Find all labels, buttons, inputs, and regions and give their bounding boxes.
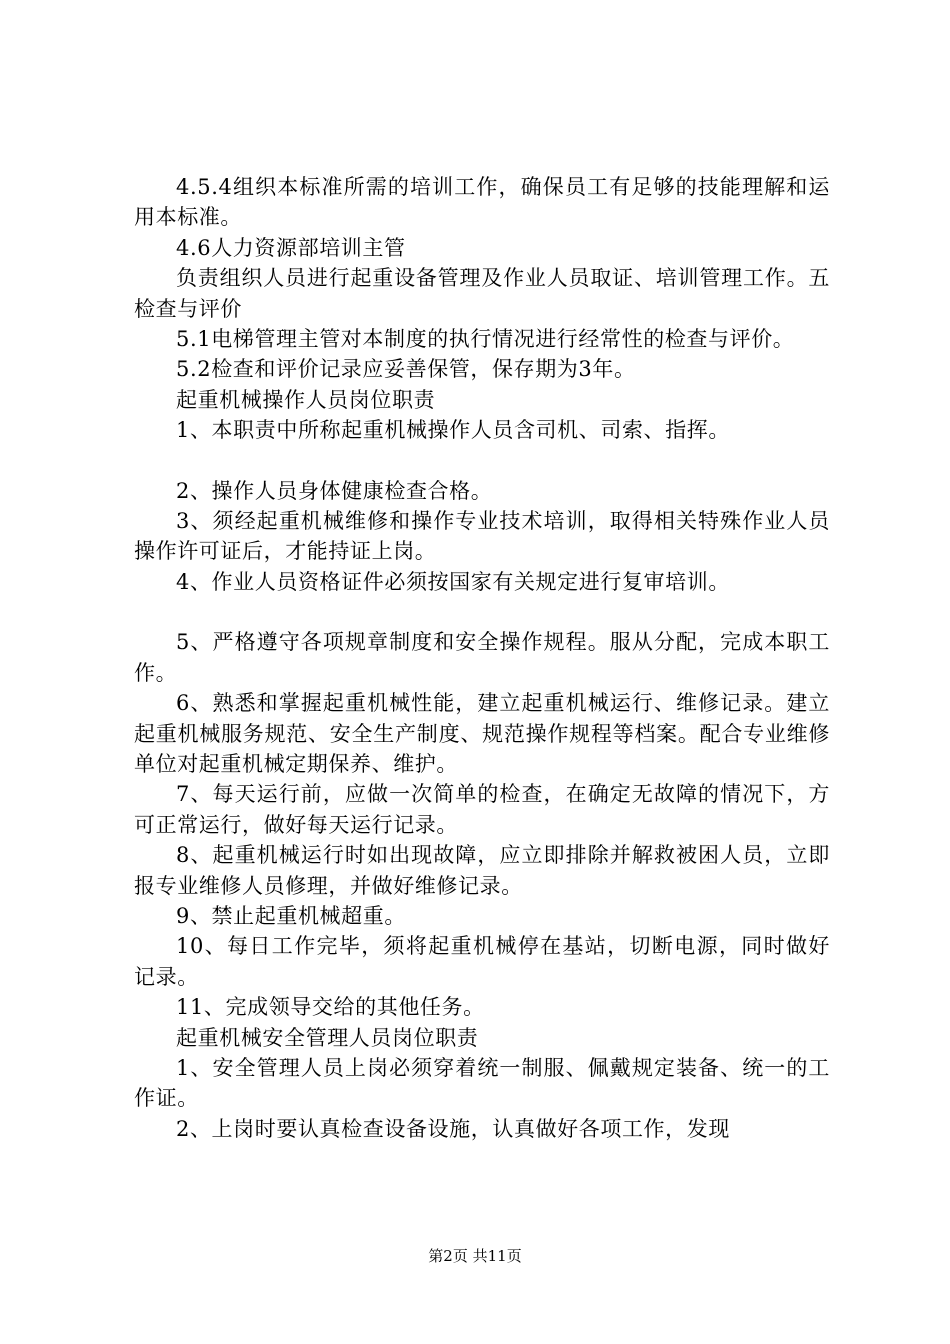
operator-duty-2: 2、操作人员身体健康检查合格。 — [176, 478, 493, 503]
paragraph-4-5-4: 4.5.4组织本标准所需的培训工作，确保员工有足够的技能理解和运用本标准。 — [134, 175, 830, 230]
operator-duty-4: 4、作业人员资格证件必须按国家有关规定进行复审培训。 — [176, 569, 730, 594]
operator-duty-11: 11、完成领导交给的其他任务。 — [176, 995, 485, 1020]
paragraph-4-6-body: 负责组织人员进行起重设备管理及作业人员取证、培训管理工作。五检查与评价 — [134, 266, 830, 321]
safety-duty-2: 2、上岗时要认真检查设备设施，认真做好各项工作，发现 — [176, 1116, 730, 1141]
operator-duty-5: 5、严格遵守各项规章制度和安全操作规程。服从分配，完成本职工作。 — [134, 630, 830, 685]
operator-duty-6: 6、熟悉和掌握起重机械性能，建立起重机械运行、维修记录。建立起重机械服务规范、安全生产制度、规范操作规程等档案。配合专业维修单位对起重机械定期保养、维护。 — [134, 691, 830, 776]
operator-duty-3: 3、须经起重机械维修和操作专业技术培训，取得相关特殊作业人员操作许可证后，才能持证上岗。 — [134, 509, 830, 564]
section-title-operator-duties: 起重机械操作人员岗位职责 — [176, 387, 436, 412]
page-number-footer: 第2页 共11页 — [428, 1247, 522, 1265]
paragraph-5-2: 5.2检查和评价记录应妥善保管，保存期为3年。 — [176, 357, 636, 382]
heading-4-6: 4.6人力资源部培训主管 — [176, 235, 406, 260]
document-body — [134, 172, 830, 1144]
section-title-safety-manager-duties: 起重机械安全管理人员岗位职责 — [176, 1025, 479, 1050]
paragraph-5-1: 5.1电梯管理主管对本制度的执行情况进行经常性的检查与评价。 — [176, 327, 795, 352]
operator-duty-9: 9、禁止起重机械超重。 — [176, 903, 406, 928]
operator-duty-8: 8、起重机械运行时如出现故障，应立即排除并解救被困人员，立即报专业维修人员修理，并做好维修记录。 — [134, 843, 830, 898]
operator-duty-1: 1、本职责中所称起重机械操作人员含司机、司索、指挥。 — [176, 418, 730, 443]
operator-duty-10: 10、每日工作完毕，须将起重机械停在基站，切断电源，同时做好记录。 — [134, 934, 830, 989]
safety-duty-1: 1、安全管理人员上岗必须穿着统一制服、佩戴规定装备、统一的工作证。 — [134, 1055, 830, 1111]
operator-duty-7: 7、每天运行前，应做一次简单的检查，在确定无故障的情况下，方可正常运行，做好每天运行记录。 — [134, 782, 830, 837]
